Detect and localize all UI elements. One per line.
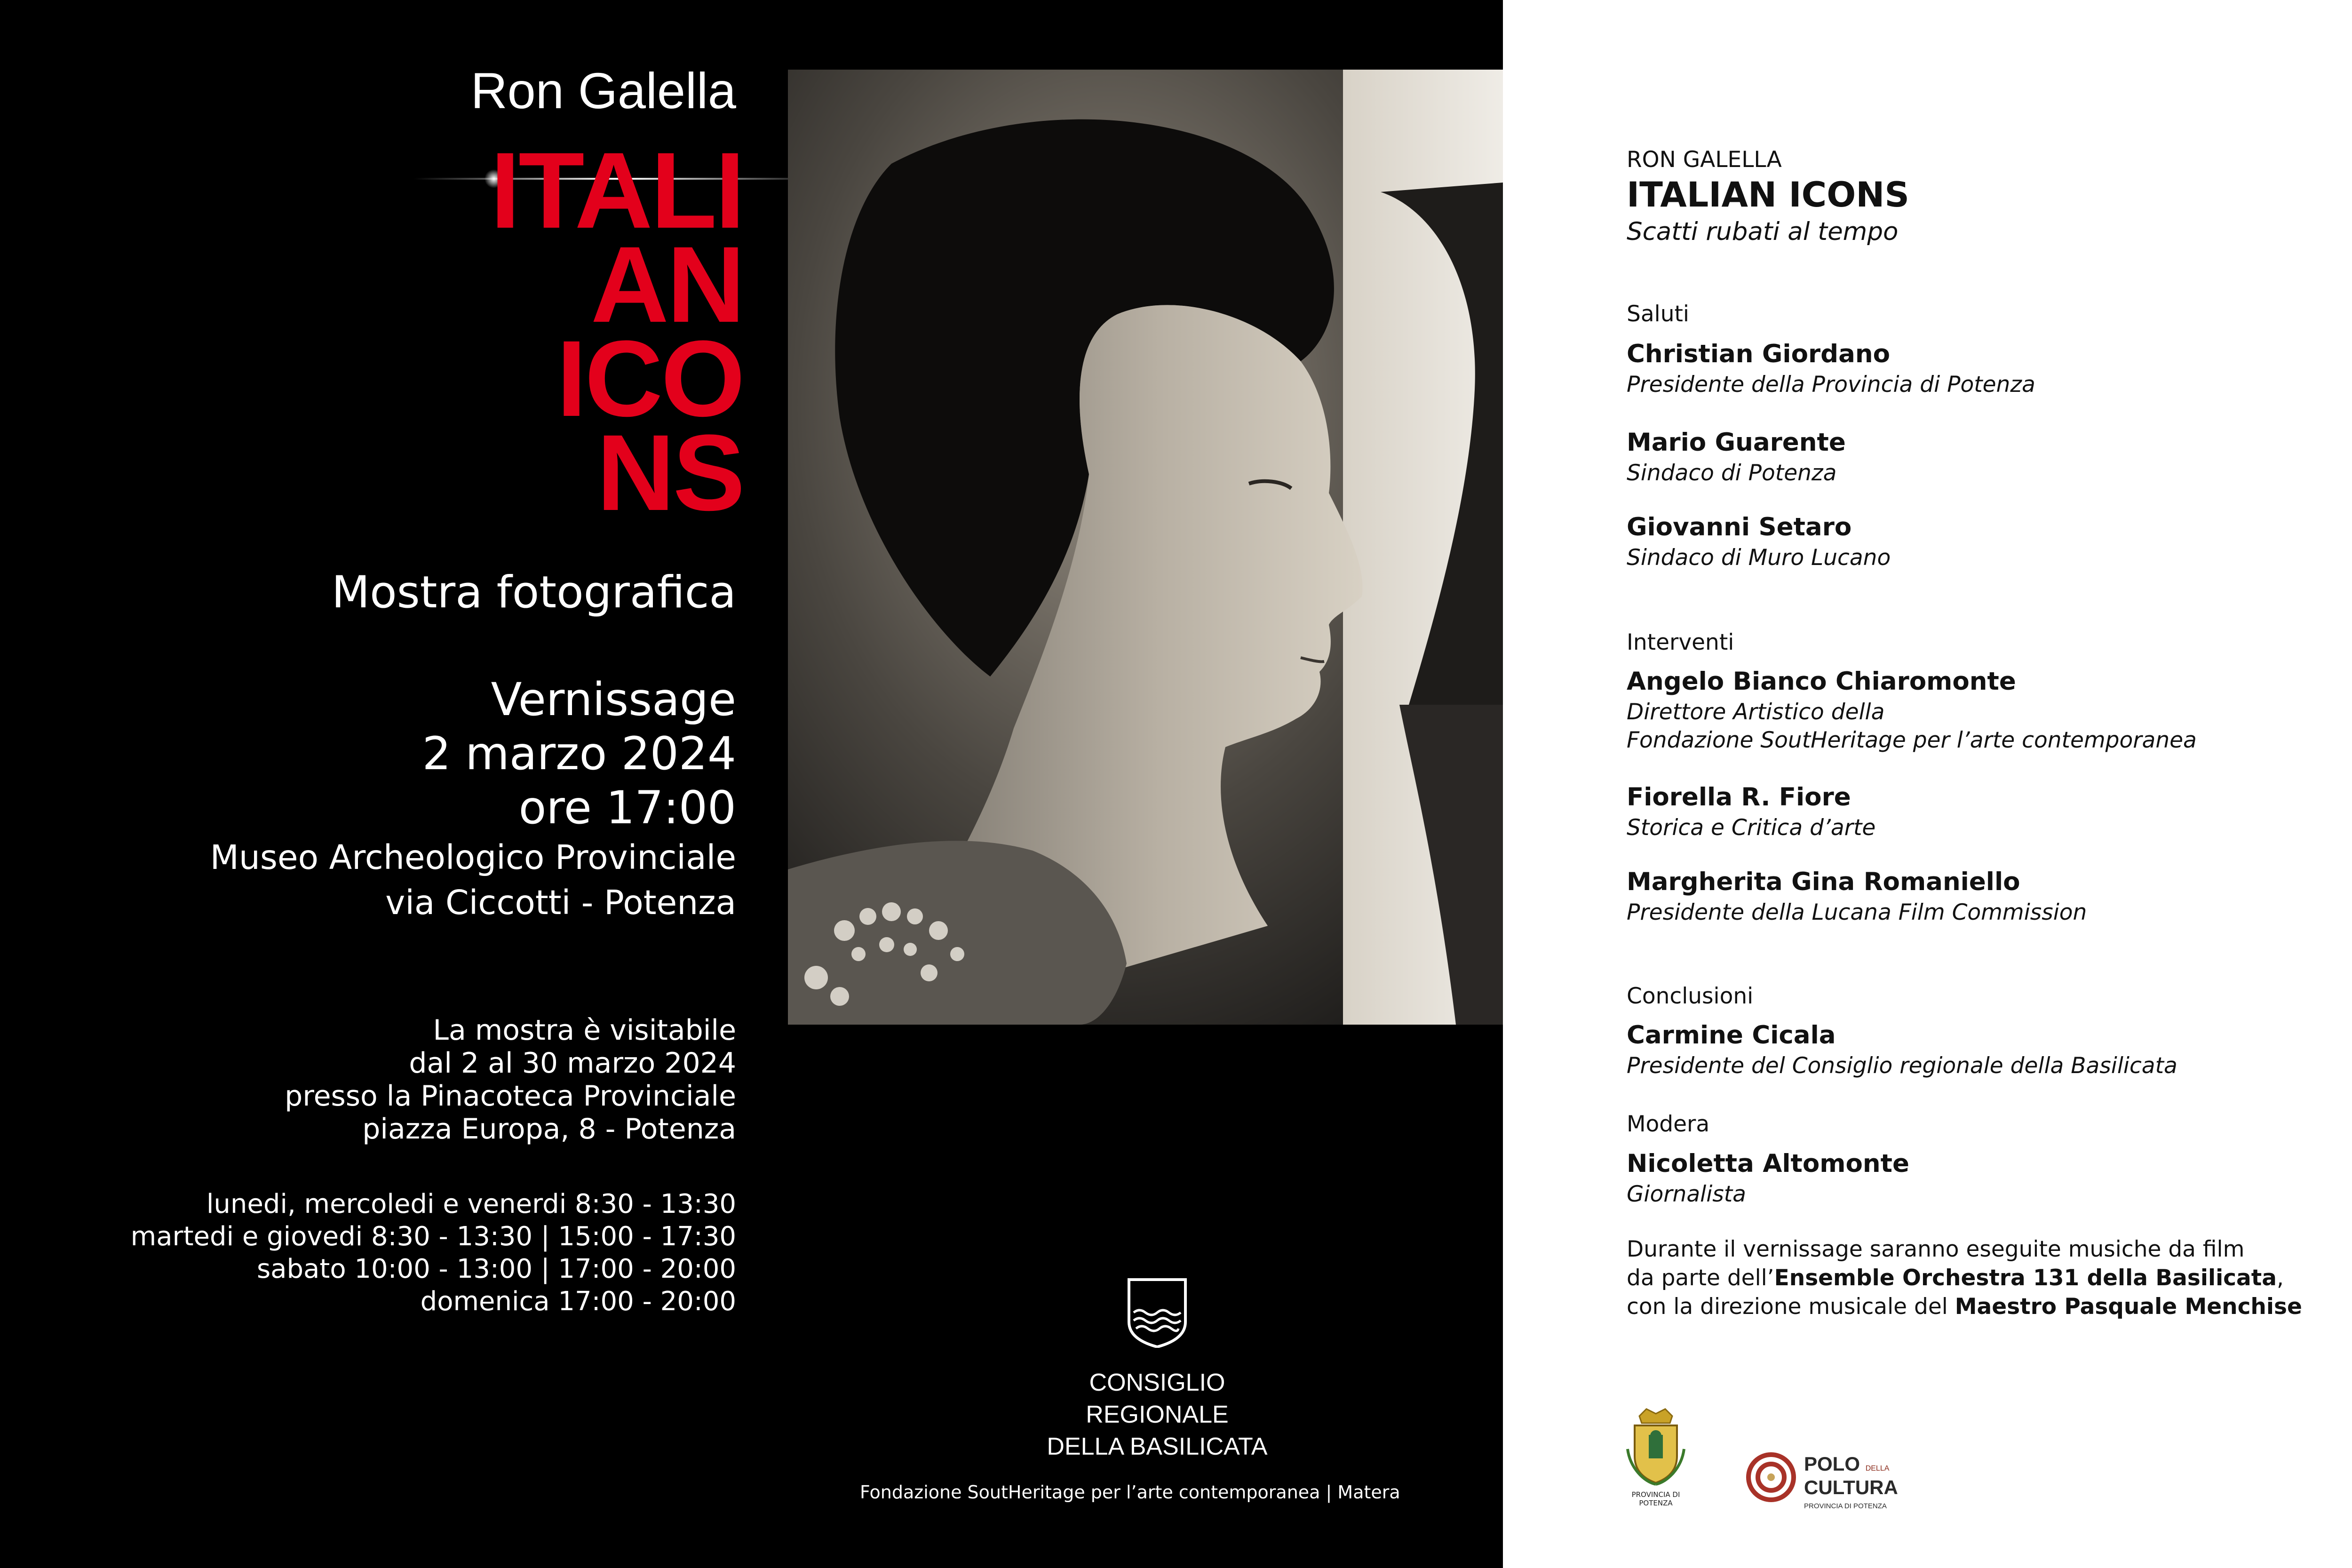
- artist-name: Ron Galella: [470, 62, 736, 119]
- visit-line: piazza Europa, 8 - Potenza: [362, 1113, 736, 1146]
- closing-text: da parte dell’: [1627, 1265, 1774, 1291]
- title-line: AN: [590, 224, 743, 345]
- polo-caption: PROVINCIA DI POTENZA: [1804, 1502, 1887, 1510]
- hours-line: martedi e giovedi 8:30 - 13:30 | 15:00 - 17:30: [130, 1221, 736, 1252]
- hours-line: lunedi, mercoledi e venerdi 8:30 - 13:30: [206, 1189, 736, 1219]
- right-subtitle: Scatti rubati al tempo: [1627, 217, 1899, 246]
- visit-line: presso la Pinacoteca Provinciale: [285, 1080, 736, 1113]
- della-word: DELLA: [1865, 1465, 1890, 1472]
- coat-of-arms-icon: [1625, 1407, 1686, 1487]
- speaker-role: Giornalista: [1627, 1181, 1746, 1207]
- polo-word: POLO: [1804, 1453, 1860, 1475]
- speaker-name: Nicoletta Altomonte: [1627, 1149, 1909, 1178]
- title-line: NS: [596, 412, 743, 533]
- maestro-name: Maestro Pasquale Menchise: [1955, 1294, 2302, 1320]
- speaker-role: Direttore Artistico della: [1627, 699, 1885, 725]
- provincia-logo: [1618, 1407, 1693, 1507]
- speaker-name: Margherita Gina Romaniello: [1627, 868, 2020, 896]
- title-line: ITALI: [490, 130, 743, 251]
- visit-line: dal 2 al 30 marzo 2024: [409, 1047, 736, 1080]
- closing-line: [1627, 1264, 2302, 1292]
- consiglio-logo: [1025, 1277, 1289, 1463]
- vernissage-line: Vernissage: [491, 673, 736, 726]
- section-label-saluti: Saluti: [1627, 301, 1689, 327]
- regional-shield-icon: [1127, 1277, 1188, 1348]
- speaker-role: Presidente del Consiglio regionale della Basilicata: [1627, 1053, 2177, 1079]
- polo-swirl-icon: [1743, 1449, 1799, 1505]
- consiglio-name-line2: DELLA BASILICATA: [1047, 1433, 1268, 1460]
- exhibition-subtitle: Mostra fotografica: [332, 567, 736, 618]
- opening-hours: [131, 1188, 736, 1318]
- section-label-modera: Modera: [1627, 1111, 1710, 1137]
- speaker-role: Presidente della Lucana Film Commission: [1627, 899, 2087, 925]
- footer-foundation: Fondazione SoutHeritage per l’arte contemporanea | Matera: [860, 1482, 1400, 1503]
- provincia-caption: PROVINCIA DI POTENZA: [1631, 1490, 1680, 1507]
- right-artist: RON GALELLA: [1627, 147, 1782, 173]
- hours-line: sabato 10:00 - 13:00 | 17:00 - 20:00: [257, 1254, 736, 1284]
- right-title: ITALIAN ICONS: [1627, 175, 1909, 215]
- section-label-interventi: Interventi: [1627, 629, 1734, 655]
- speaker-name: Christian Giordano: [1627, 340, 1890, 368]
- speaker-name: Carmine Cicala: [1627, 1021, 1836, 1050]
- vernissage-date: 2 marzo 2024: [422, 727, 736, 780]
- speaker-role: Fondazione SoutHeritage per l’arte contemporanea: [1627, 727, 2197, 753]
- closing-line: Durante il vernissage saranno eseguite musiche da film: [1627, 1236, 2245, 1262]
- visit-info: [285, 1014, 736, 1146]
- portrait-photo: [788, 70, 1503, 1025]
- polo-cultura-logo: [1743, 1449, 1898, 1510]
- venue-address: via Ciccotti - Potenza: [385, 883, 736, 922]
- polo-name: [1804, 1455, 1898, 1516]
- section-label-conclusioni: Conclusioni: [1627, 983, 1754, 1009]
- cultura-word: CULTURA: [1804, 1476, 1898, 1498]
- speaker-name: Giovanni Setaro: [1627, 513, 1852, 541]
- visit-line: La mostra è visitabile: [433, 1014, 736, 1047]
- venue-block: [210, 835, 736, 925]
- speaker-name: Fiorella R. Fiore: [1627, 783, 1851, 812]
- closing-note: [1627, 1235, 2302, 1321]
- speaker-role: Storica e Critica d’arte: [1627, 815, 1876, 841]
- vernissage-time: ore 17:00: [518, 781, 736, 834]
- ensemble-name: Ensemble Orchestra 131 della Basilicata: [1774, 1265, 2277, 1291]
- title-line: ICO: [556, 318, 743, 439]
- vernissage-block: [422, 673, 736, 835]
- speaker-role: Sindaco di Potenza: [1627, 460, 1837, 486]
- speaker-name: Mario Guarente: [1627, 428, 1846, 457]
- speaker-role: Presidente della Provincia di Potenza: [1627, 372, 2035, 398]
- hours-line: domenica 17:00 - 20:00: [420, 1286, 736, 1317]
- closing-text: ,: [2276, 1265, 2284, 1291]
- venue-name: Museo Archeologico Provinciale: [210, 838, 736, 877]
- speaker-role: Sindaco di Muro Lucano: [1627, 545, 1891, 571]
- closing-text: con la direzione musicale del: [1627, 1294, 1955, 1320]
- closing-line: [1627, 1292, 2302, 1321]
- speaker-name: Angelo Bianco Chiaromonte: [1627, 667, 2016, 696]
- exhibition-title: [490, 130, 743, 533]
- consiglio-name-line1: CONSIGLIO REGIONALE: [1086, 1369, 1229, 1428]
